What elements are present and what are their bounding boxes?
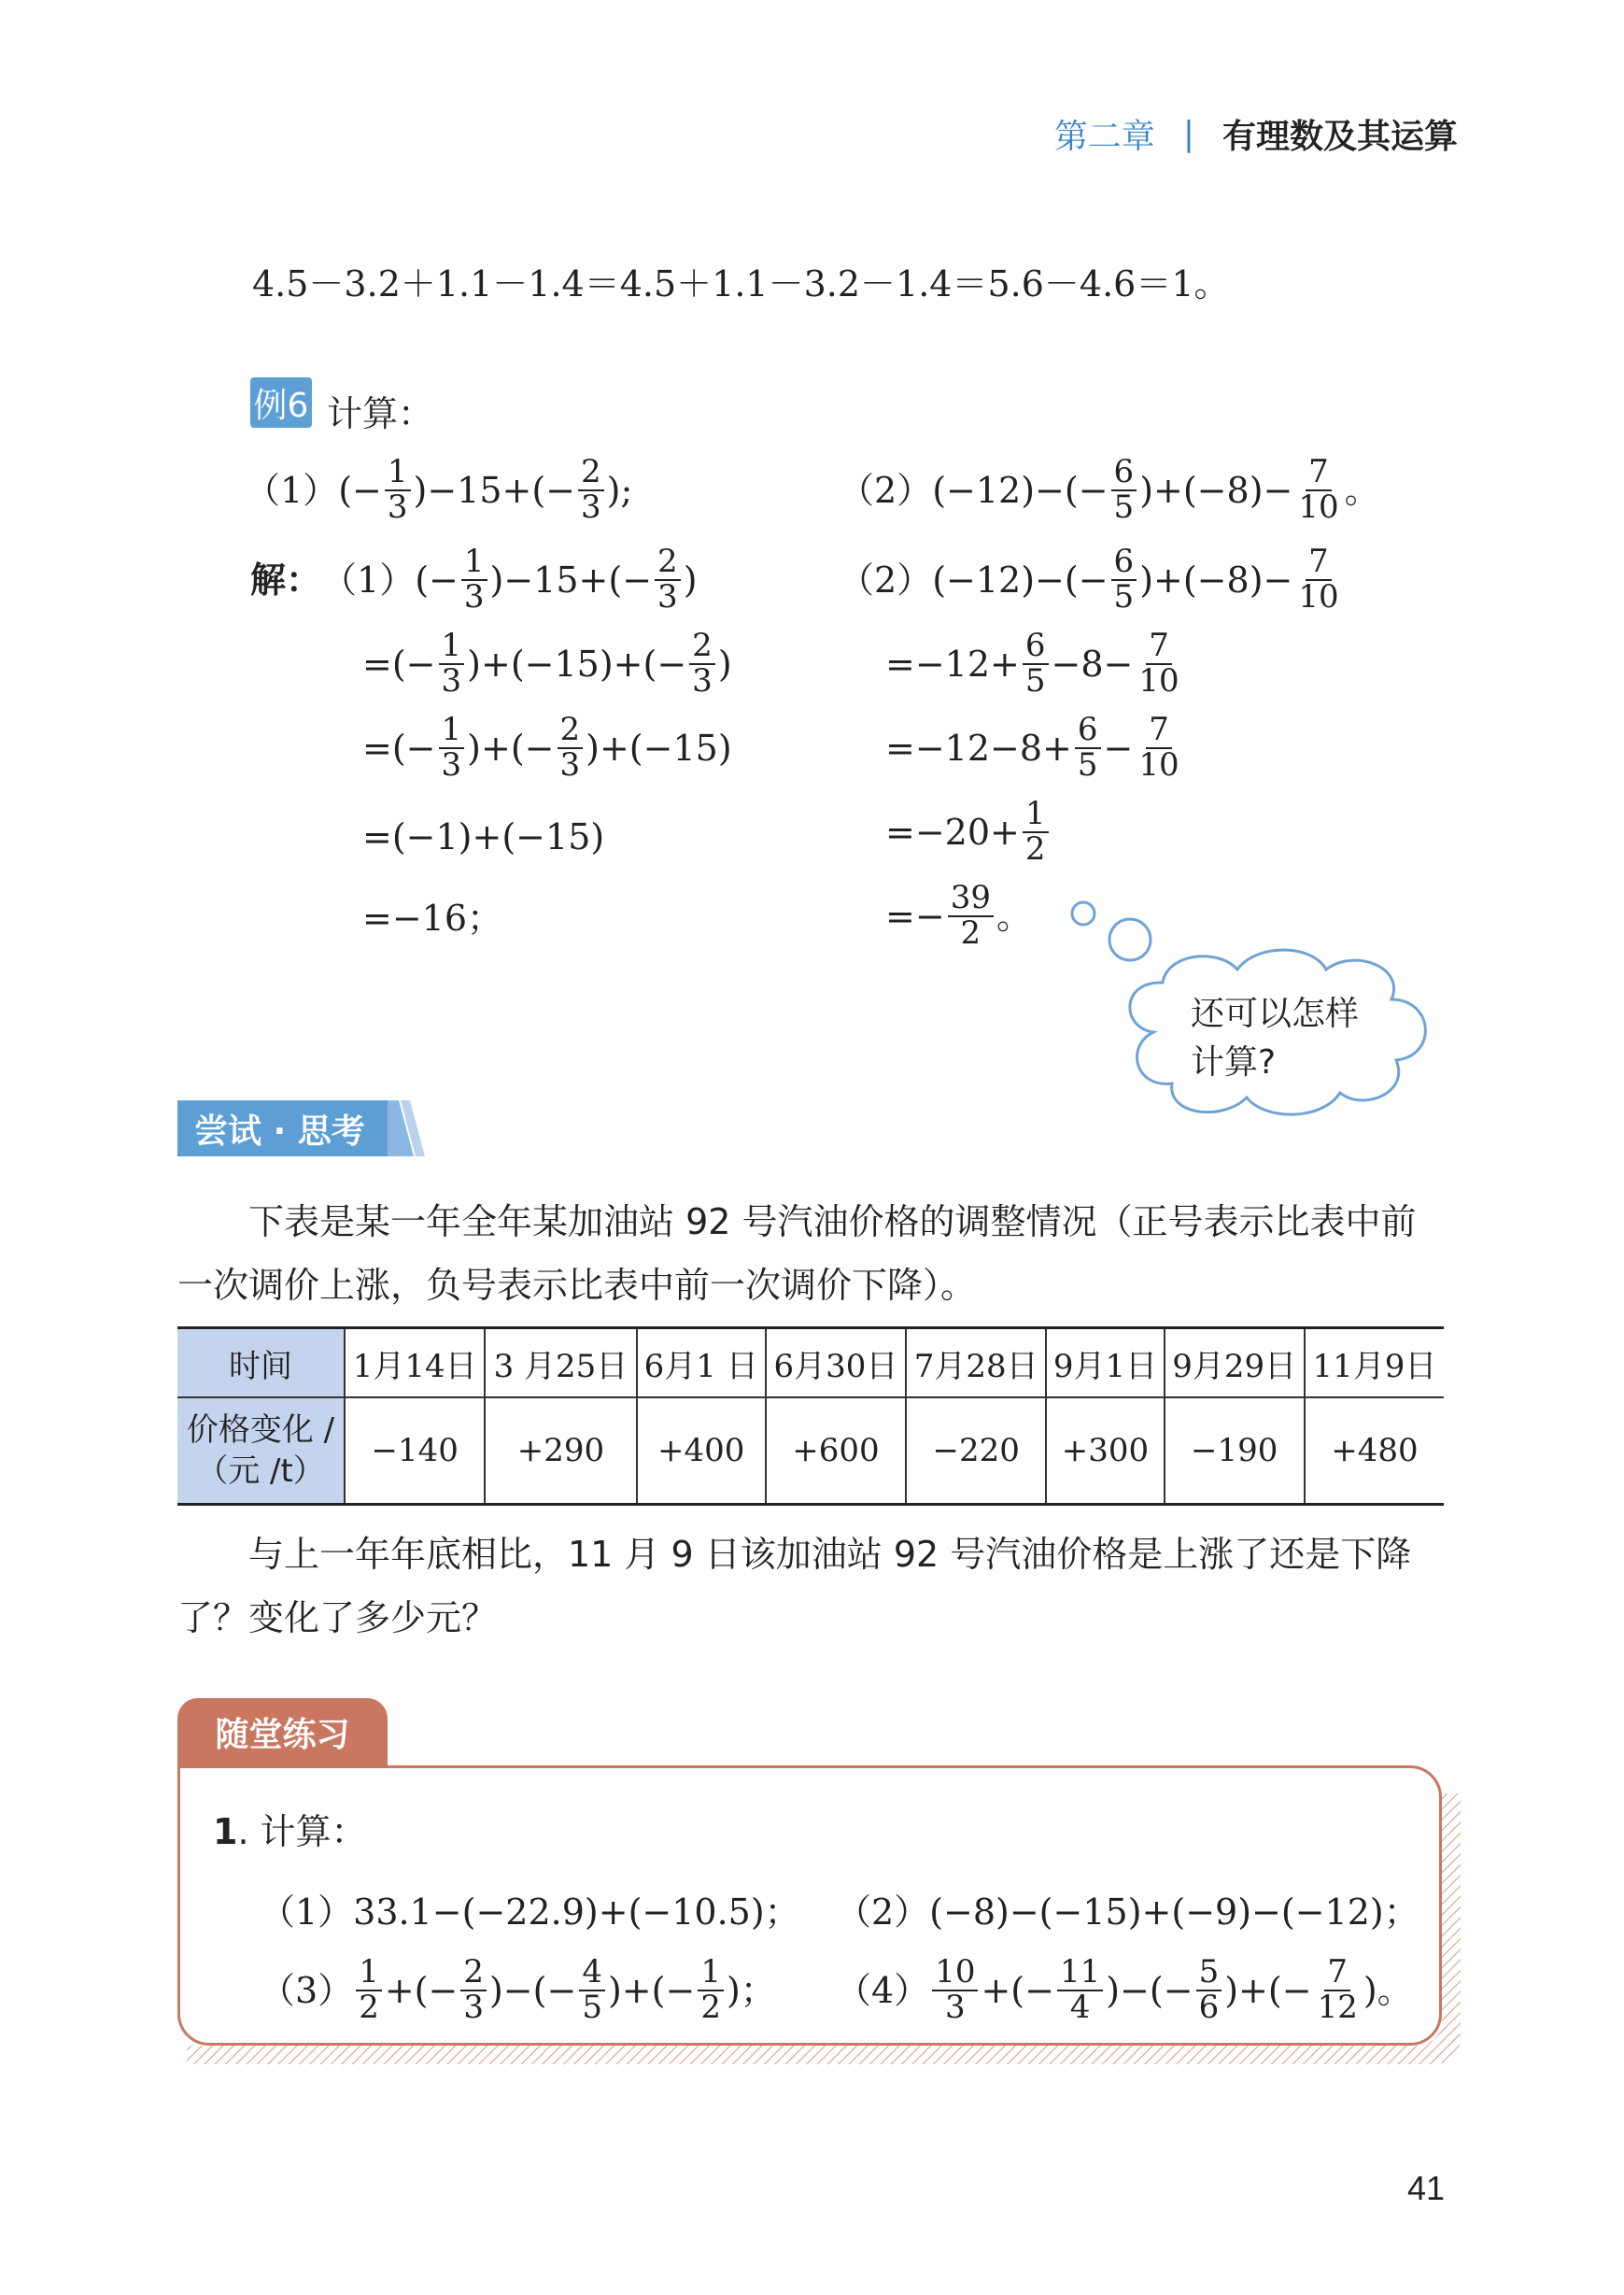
fraction: $\frac{7}{10}$ — [1138, 711, 1179, 784]
problem-paragraph-2: 与上一年年底相比，11 月 9 日该加油站 92 号汽油价格是上涨了还是下降了？变化了多少元？ — [177, 1534, 1412, 1638]
fraction: $\frac{4}{5}$ — [579, 1956, 605, 2024]
bubble-line: 还可以怎样 — [1191, 995, 1360, 1033]
math-text: )。 — [1363, 1969, 1413, 2011]
fraction: $\frac{7}{10}$ — [1138, 627, 1179, 700]
problem-number: （1） — [245, 469, 339, 511]
math-text: =(− — [362, 643, 436, 685]
math-text: (−12)−(− — [932, 469, 1109, 511]
math-text: )−15+(− — [489, 559, 653, 601]
fraction: $\frac{7}{12}$ — [1317, 1953, 1358, 2026]
math-text: (− — [338, 469, 382, 511]
table-cell: 11月9日 — [1305, 1328, 1444, 1398]
fraction: $\frac{1}{3}$ — [439, 630, 465, 698]
table-row — [177, 1397, 1444, 1505]
math-text: =− — [885, 895, 945, 937]
solution-label: 解： — [250, 559, 322, 601]
table-cell: +290 — [485, 1397, 636, 1505]
math-text: ) — [683, 559, 698, 601]
math-text: (− — [415, 559, 459, 601]
math-text: +(− — [384, 1969, 459, 2011]
banner-stripes-icon — [388, 1100, 425, 1156]
solution-2-line-4 — [885, 879, 1032, 952]
fraction: $\frac{1}{3}$ — [439, 714, 465, 782]
math-text: )+(−8)− — [1139, 559, 1293, 601]
fraction: $\frac{1}{2}$ — [1023, 798, 1049, 866]
solution-1-line-3: =(−1)+(−15) — [362, 816, 605, 857]
page-number: 41 — [1406, 2169, 1445, 2207]
problem-number: （2） — [839, 559, 933, 601]
problem-number: （3） — [260, 1969, 354, 2011]
fraction: $\frac{2}{3}$ — [460, 1956, 487, 2024]
fraction: $\frac{2}{3}$ — [558, 714, 584, 782]
problem-number: （4） — [836, 1969, 930, 2011]
price-table — [177, 1326, 1444, 1506]
table-cell: +600 — [766, 1397, 906, 1505]
math-text: ); — [606, 469, 633, 511]
math-text: )+(− — [1224, 1969, 1312, 2011]
section-title: 尝试 · 思考 — [177, 1100, 388, 1156]
solution-1-line-4: =−16； — [362, 898, 503, 939]
math-text: −8− — [1051, 643, 1134, 685]
chapter-title: 有理数及其运算 — [1222, 118, 1458, 156]
math-text: )+(−8)− — [1139, 469, 1293, 511]
problem-1 — [245, 453, 633, 526]
fraction: $\frac{5}{6}$ — [1196, 1956, 1222, 2024]
math-text: +(− — [981, 1969, 1054, 2011]
header-line: （元 /t） — [196, 1452, 325, 1490]
fraction: $\frac{6}{5}$ — [1075, 714, 1101, 782]
practice-item-1-label — [213, 1811, 367, 1852]
table-cell: 1月14日 — [345, 1328, 485, 1398]
math-text: =(− — [362, 727, 436, 769]
practice-q3 — [260, 1953, 776, 2026]
math-text: − — [1103, 727, 1134, 769]
item-dot: . — [237, 1811, 249, 1852]
math-text: =−20+ — [885, 811, 1020, 853]
math-text: )+(−15) — [586, 727, 732, 769]
math-text: 。 — [996, 895, 1032, 937]
table-cell: 3 月25日 — [485, 1328, 636, 1398]
problem-paragraph-1: 下表是某一年全年某加油站 92 号汽油价格的调整情况（正号表示比表中前一次调价上涨，负号表示比表中前一次调价下降）。 — [177, 1201, 1417, 1306]
example-tag: 例6 — [250, 377, 312, 428]
solution-2-line-3 — [885, 795, 1052, 868]
math-text: )−(− — [488, 1969, 577, 2011]
table-cell: +480 — [1305, 1397, 1444, 1505]
problem-number: （1） — [321, 559, 416, 601]
fraction: $\frac{6}{5}$ — [1111, 456, 1137, 524]
table-cell: 6月30日 — [766, 1328, 906, 1398]
fraction: $\frac{6}{5}$ — [1023, 630, 1049, 698]
fraction: $\frac{2}{3}$ — [655, 545, 681, 614]
solution-2-line-0 — [839, 545, 1345, 614]
solution-2-line-1 — [885, 627, 1185, 700]
practice-tab: 随堂练习 — [177, 1698, 388, 1765]
section-banner — [177, 1100, 425, 1156]
fraction: $\frac{6}{5}$ — [1111, 545, 1137, 614]
item-number: 1 — [213, 1811, 238, 1852]
math-text: )+(− — [467, 727, 555, 769]
math-text: )+(− — [607, 1969, 696, 2011]
practice-q1: （1）33.1−(−22.9)+(−10.5)； — [260, 1891, 800, 1933]
math-text: =−12+ — [885, 643, 1020, 685]
header-separator: | — [1182, 115, 1194, 153]
problem-number: （2） — [839, 469, 933, 511]
table-row-header — [177, 1397, 345, 1505]
example-label: 计算： — [327, 393, 434, 434]
math-text: )−(− — [1106, 1969, 1193, 2011]
table-cell: 6月1 日 — [637, 1328, 766, 1398]
intro-equation: 4.5－3.2＋1.1－1.4＝4.5＋1.1－3.2－1.4＝5.6－4.6＝1。 — [252, 263, 1230, 305]
chapter-header — [1054, 110, 1458, 158]
table-row — [177, 1328, 1444, 1398]
math-text: =−12−8+ — [885, 727, 1072, 769]
math-text: ) — [717, 643, 732, 685]
practice-q4 — [836, 1953, 1413, 2026]
table-cell: 9月1日 — [1046, 1328, 1164, 1398]
practice-q2: （2）(−8)−(−15)+(−9)−(−12)； — [836, 1891, 1419, 1933]
fraction: $\frac{1}{2}$ — [356, 1956, 382, 2024]
fraction: $\frac{7}{10}$ — [1298, 543, 1339, 616]
fraction: $\frac{1}{3}$ — [461, 545, 487, 614]
fraction: $\frac{2}{3}$ — [689, 630, 715, 698]
thought-bubble-text — [1191, 990, 1359, 1087]
table-cell: 7月28日 — [906, 1328, 1046, 1398]
fraction: $\frac{1}{2}$ — [698, 1956, 724, 2024]
table-cell: 9月29日 — [1165, 1328, 1305, 1398]
table-cell: +300 — [1046, 1397, 1164, 1505]
item-label: 计算： — [260, 1811, 367, 1852]
fraction: $\frac{1}{3}$ — [385, 456, 411, 524]
solution-1-line-1 — [362, 627, 732, 700]
solution-2-line-2 — [885, 711, 1185, 784]
bubble-line: 计算? — [1191, 1043, 1277, 1082]
math-text: )−15+(− — [413, 469, 576, 511]
fraction: $\frac{2}{3}$ — [578, 456, 604, 524]
fraction: $\frac{10}{3}$ — [932, 1956, 978, 2024]
chapter-label: 第二章 — [1053, 118, 1155, 156]
table-cell: −190 — [1165, 1397, 1305, 1505]
table-row-header: 时间 — [177, 1328, 345, 1398]
header-line: 价格变化 / — [186, 1411, 335, 1449]
fraction: $\frac{11}{4}$ — [1057, 1956, 1103, 2024]
table-cell: −140 — [345, 1397, 485, 1505]
math-text: 。 — [1344, 469, 1380, 511]
fraction: $\frac{7}{10}$ — [1298, 453, 1339, 526]
fraction: $\frac{39}{2}$ — [948, 882, 994, 950]
solution-1-line-0 — [250, 545, 698, 614]
solution-1-line-2 — [362, 711, 732, 784]
math-text: )； — [726, 1969, 776, 2011]
problem-2 — [839, 453, 1380, 526]
table-cell: −220 — [906, 1397, 1046, 1505]
table-cell: +400 — [637, 1397, 766, 1505]
math-text: (−12)−(− — [932, 559, 1109, 601]
math-text: )+(−15)+(− — [467, 643, 687, 685]
